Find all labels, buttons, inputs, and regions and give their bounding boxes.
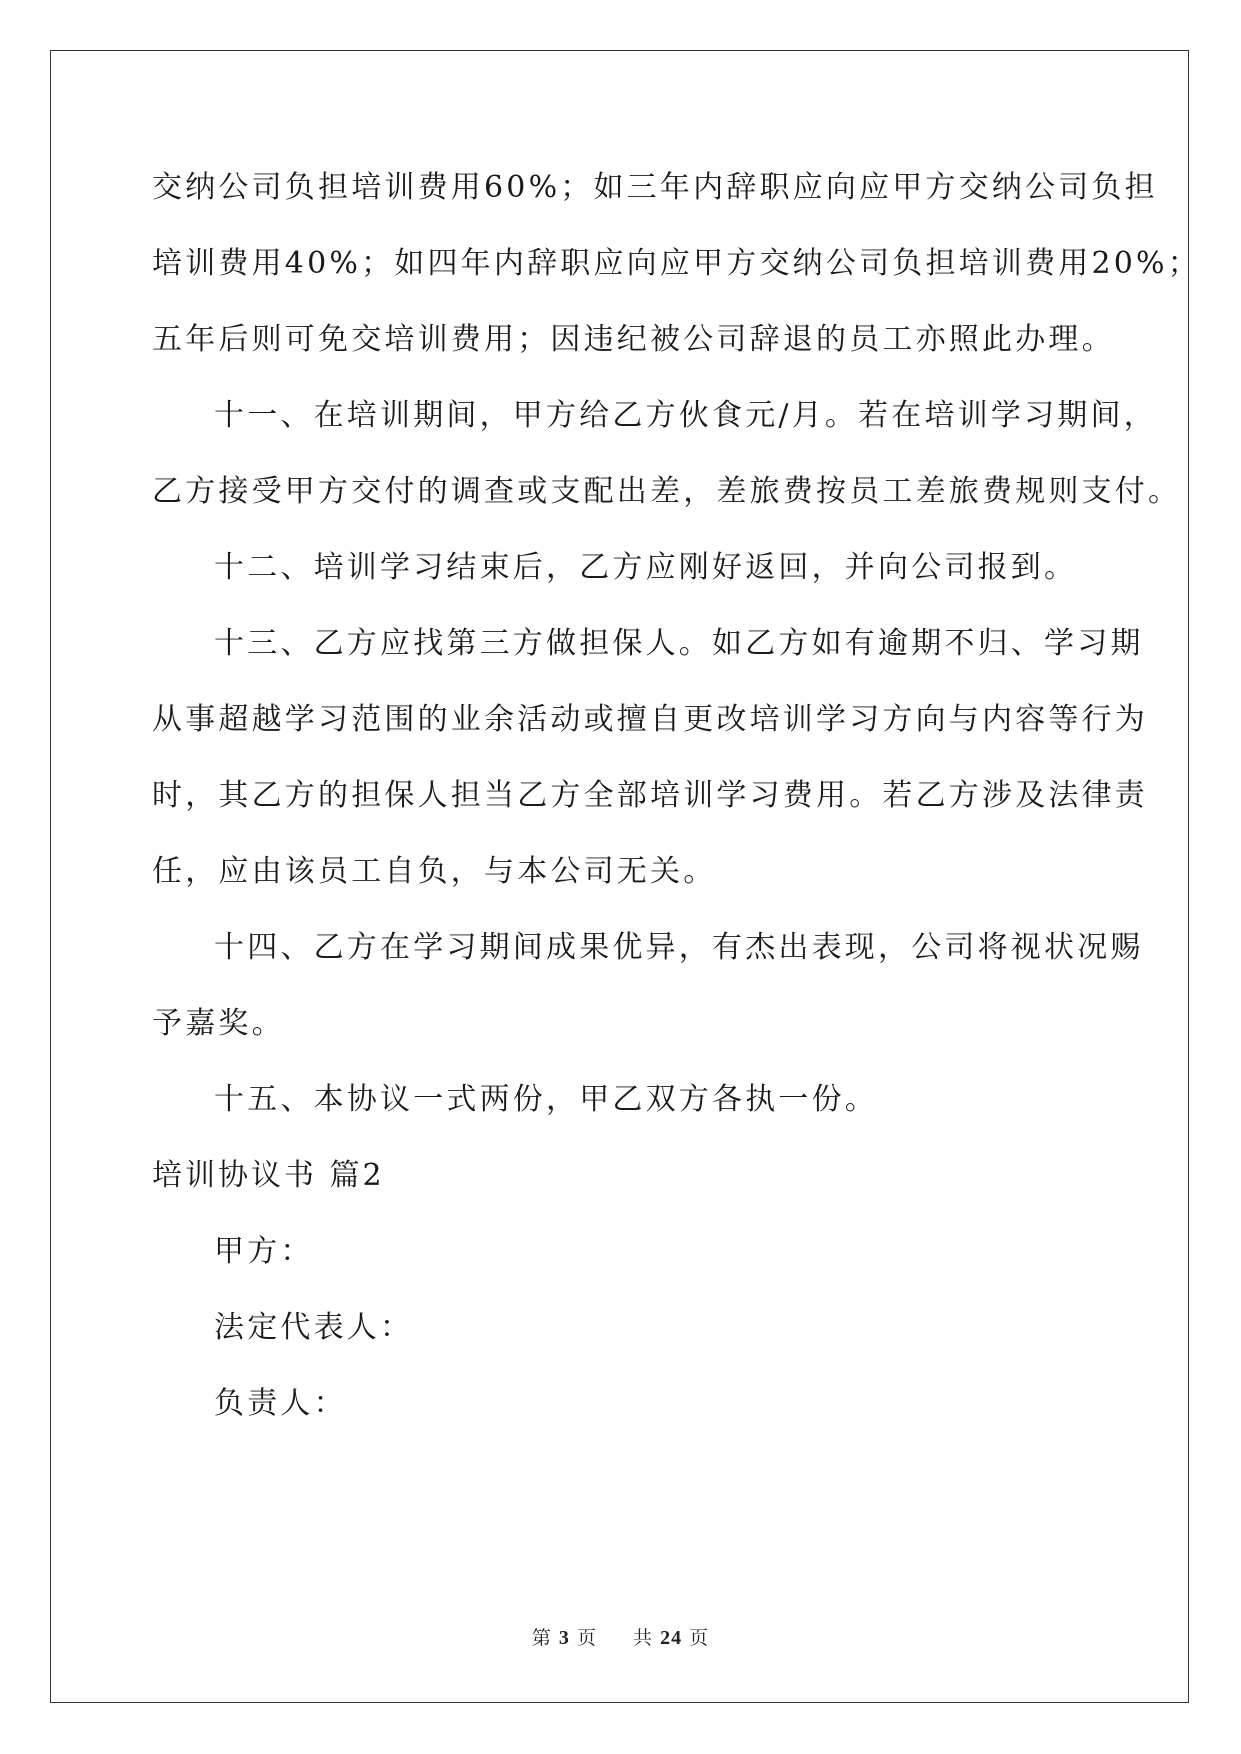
clause-13-line-4: 任，应由该员工自负，与本公司无关。 xyxy=(152,854,717,889)
text-line-1: 交纳公司负担培训费用60%；如三年内辞职应向应甲方交纳公司负担 xyxy=(152,170,1158,205)
total-suffix: 页 xyxy=(689,1627,710,1649)
clause-11-line-2: 乙方接受甲方交付的调查或支配出差，差旅费按员工差旅费规则支付。 xyxy=(152,474,1182,509)
text-line-2: 培训费用40%；如四年内辞职应向应甲方交纳公司负担培训费用20%； xyxy=(152,246,1201,281)
clause-15-line-1: 十五、本协议一式两份，甲乙双方各执一份。 xyxy=(214,1082,878,1117)
clause-13-line-3: 时，其乙方的担保人担当乙方全部培训学习费用。若乙方涉及法律责 xyxy=(152,778,1148,813)
clause-12-line-1: 十二、培训学习结束后，乙方应刚好返回，并向公司报到。 xyxy=(214,550,1078,585)
clause-13-line-1: 十三、乙方应找第三方做担保人。如乙方如有逾期不归、学习期 xyxy=(214,626,1144,661)
document-body xyxy=(152,166,1201,1458)
party-a-label: 甲方： xyxy=(214,1234,314,1269)
page-footer xyxy=(0,1623,1241,1650)
page-number: 3 xyxy=(558,1627,570,1649)
responsible-person-label: 负责人： xyxy=(214,1386,347,1421)
section-heading: 培训协议书 篇2 xyxy=(152,1158,385,1193)
page-suffix: 页 xyxy=(576,1627,597,1649)
total-prefix: 共 xyxy=(633,1627,654,1649)
clause-11-line-1: 十一、在培训期间，甲方给乙方伙食元/月。若在培训学习期间， xyxy=(214,398,1157,433)
total-pages: 24 xyxy=(660,1627,683,1649)
text-line-3: 五年后则可免交培训费用；因违纪被公司辞退的员工亦照此办理。 xyxy=(152,322,1115,357)
page-prefix: 第 xyxy=(531,1627,552,1649)
clause-14-line-1: 十四、乙方在学习期间成果优异，有杰出表现，公司将视状况赐 xyxy=(214,930,1144,965)
clause-13-line-2: 从事超越学习范围的业余活动或擅自更改培训学习方向与内容等行为 xyxy=(152,702,1148,737)
legal-representative-label: 法定代表人： xyxy=(214,1310,414,1345)
clause-14-line-2: 予嘉奖。 xyxy=(152,1006,285,1041)
